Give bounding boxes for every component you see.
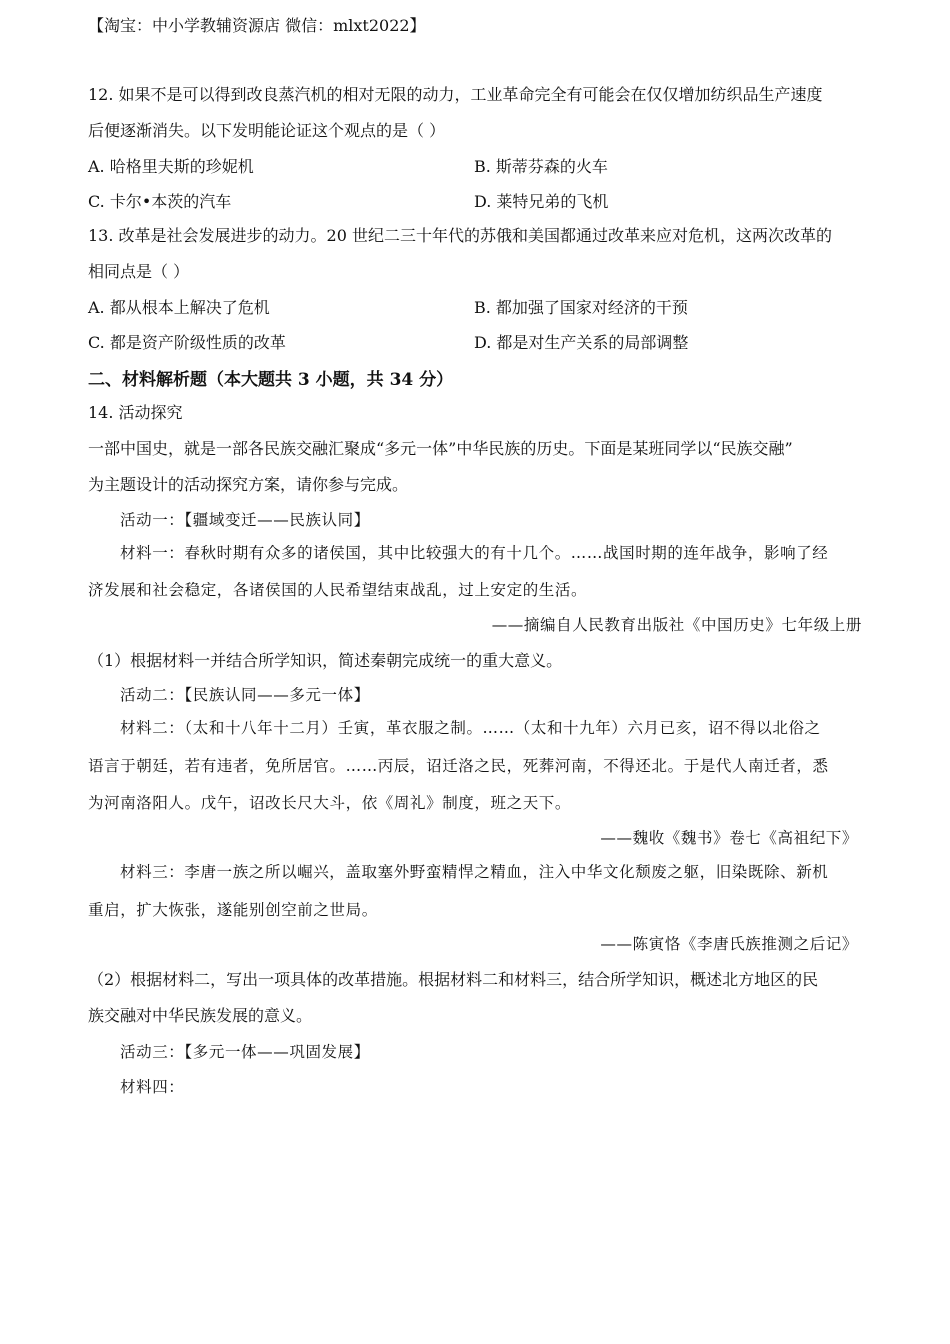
section-title: 二、材料解析题（本大题共 3 小题，共 34 分） bbox=[88, 370, 454, 390]
q14-intro-line2: 为主题设计的活动探究方案，请你参与完成。 bbox=[88, 475, 409, 494]
material2-line2: 语言于朝廷，若有违者，免所居官。……丙辰，诏迁洛之民，死葬河南，不得还北。于是代人南迁者，悉 bbox=[88, 757, 829, 775]
q13-option-b: B. 都加强了国家对经济的干预 bbox=[474, 298, 688, 317]
q13-option-d: D. 都是对生产关系的局部调整 bbox=[474, 333, 689, 352]
material4-label: 材料四： bbox=[120, 1078, 185, 1096]
material2-source: ——魏收《魏书》卷七《高祖纪下》 bbox=[600, 829, 858, 847]
q12-option-a: A. 哈格里夫斯的珍妮机 bbox=[88, 157, 254, 176]
q14-title: 14. 活动探究 bbox=[88, 403, 183, 422]
q12-stem-line2: 后便逐渐消失。以下发明能论证这个观点的是（ ） bbox=[88, 121, 446, 140]
material3-source: ——陈寅恪《李唐氏族推测之后记》 bbox=[600, 935, 858, 953]
activity3-heading: 活动三：【多元一体——巩固发展】 bbox=[120, 1043, 370, 1061]
activity2-heading: 活动二：【民族认同——多元一体】 bbox=[120, 686, 370, 704]
q12-option-b: B. 斯蒂芬森的火车 bbox=[474, 157, 608, 176]
activity1-heading: 活动一：【疆域变迁——民族认同】 bbox=[120, 511, 370, 529]
q13-option-c: C. 都是资产阶级性质的改革 bbox=[88, 333, 286, 352]
sub-question-2-line1: （2）根据材料二，写出一项具体的改革措施。根据材料二和材料三，结合所学知识，概述北方地区的民 bbox=[88, 970, 819, 989]
q12-option-d: D. 莱特兄弟的飞机 bbox=[474, 192, 609, 211]
q14-intro-line1: 一部中国史，就是一部各民族交融汇聚成“多元一体”中华民族的历史。下面是某班同学以“民族交融” bbox=[88, 439, 793, 458]
q12-stem-line1: 12. 如果不是可以得到改良蒸汽机的相对无限的动力，工业革命完全有可能会在仅仅增加纺织品生产速度 bbox=[88, 85, 823, 104]
material3-line2: 重启，扩大恢张，遂能别创空前之世局。 bbox=[88, 901, 378, 919]
material2-line3: 为河南洛阳人。戊午，诏改长尺大斗，依《周礼》制度，班之天下。 bbox=[88, 794, 572, 812]
q13-stem-line1: 13. 改革是社会发展进步的动力。20 世纪二三十年代的苏俄和美国都通过改革来应对危机，这两次改革的 bbox=[88, 226, 832, 245]
material1-source: ——摘编自人民教育出版社《中国历史》七年级上册 bbox=[491, 616, 862, 634]
material3-line1: 材料三：李唐一族之所以崛兴，盖取塞外野蛮精悍之精血，注入中华文化颓废之躯，旧染既除、新机 bbox=[120, 863, 829, 881]
material1-line1: 材料一：春秋时期有众多的诸侯国，其中比较强大的有十几个。……战国时期的连年战争，影响了经 bbox=[120, 544, 829, 562]
sub-question-1: （1）根据材料一并结合所学知识，简述秦朝完成统一的重大意义。 bbox=[88, 651, 563, 670]
material2-line1: 材料二：（太和十八年十二月）壬寅，革衣服之制。……（太和十九年）六月已亥，诏不得以北俗之 bbox=[120, 719, 821, 737]
q13-stem-line2: 相同点是（ ） bbox=[88, 262, 190, 281]
page-header: 【淘宝：中小学教辅资源店 微信：mlxt2022】 bbox=[88, 16, 426, 35]
sub-question-2-line2: 族交融对中华民族发展的意义。 bbox=[88, 1006, 313, 1025]
material1-line2: 济发展和社会稳定，各诸侯国的人民希望结束战乱，过上安定的生活。 bbox=[88, 581, 588, 599]
q13-option-a: A. 都从根本上解决了危机 bbox=[88, 298, 270, 317]
q12-option-c: C. 卡尔•本茨的汽车 bbox=[88, 192, 232, 211]
